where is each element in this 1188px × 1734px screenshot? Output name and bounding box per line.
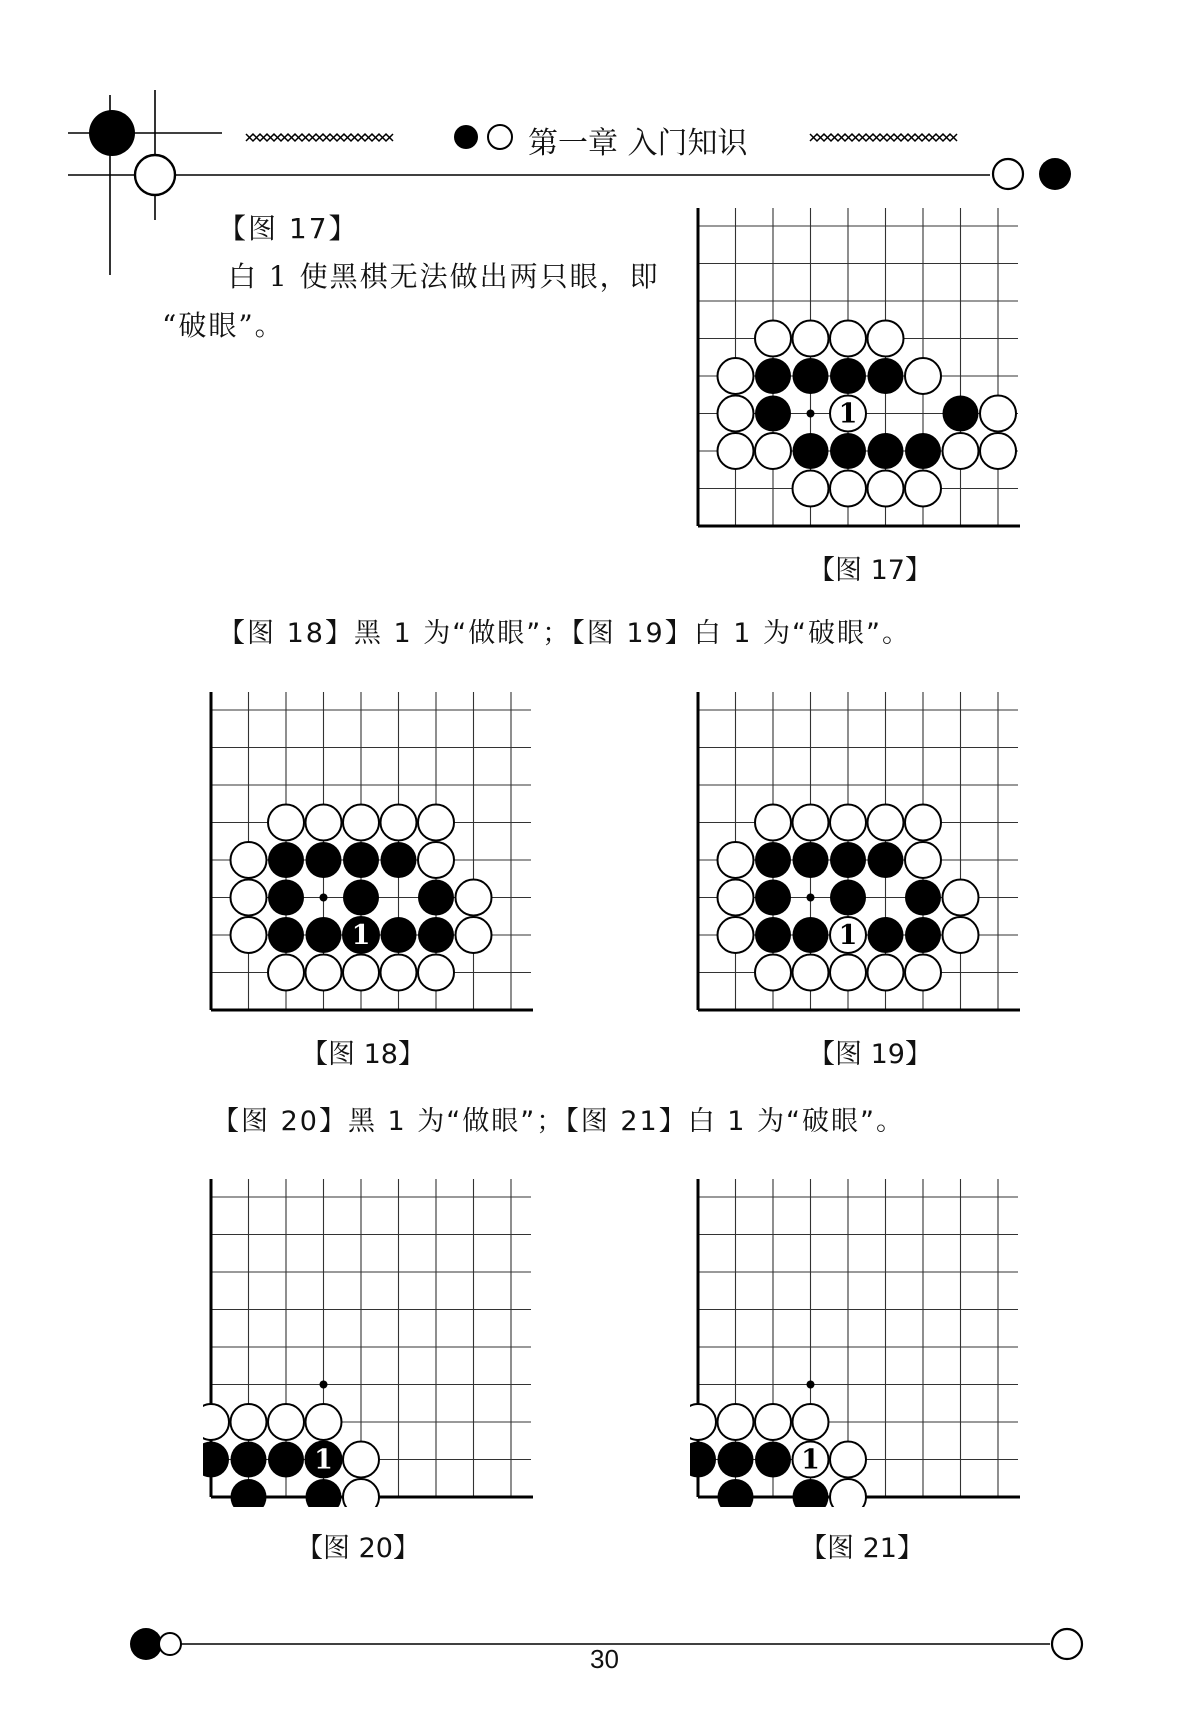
go-diagram-fig18 (203, 690, 533, 1020)
white-stone (943, 917, 979, 953)
black-stone (830, 842, 866, 878)
white-stone (830, 805, 866, 841)
point-marker (320, 894, 328, 902)
white-stone (418, 955, 454, 991)
black-stone (306, 842, 342, 878)
white-stone (343, 1479, 379, 1507)
white-stone (381, 955, 417, 991)
white-stone (868, 321, 904, 357)
white-stone (203, 1404, 229, 1440)
black-stone (830, 880, 866, 916)
white-stone (343, 1442, 379, 1478)
black-stone (793, 433, 829, 469)
white-stone (868, 955, 904, 991)
white-stone (343, 955, 379, 991)
white-stone (456, 880, 492, 916)
black-stone (755, 1442, 791, 1478)
white-stone (718, 358, 754, 394)
black-stone (343, 880, 379, 916)
white-stone (905, 842, 941, 878)
black-stone (905, 917, 941, 953)
white-stone (980, 396, 1016, 432)
white-stone (418, 805, 454, 841)
black-stone (381, 917, 417, 953)
white-stone (718, 396, 754, 432)
white-stone (905, 955, 941, 991)
white-stone (943, 880, 979, 916)
white-stone (830, 955, 866, 991)
point-marker (807, 894, 815, 902)
black-stone (268, 880, 304, 916)
black-stone (868, 917, 904, 953)
move-number: 1 (351, 920, 371, 951)
white-stone (718, 880, 754, 916)
go-diagram-fig17 (690, 206, 1020, 536)
black-stone (268, 842, 304, 878)
black-stone (793, 917, 829, 953)
white-stone (793, 805, 829, 841)
black-stone (793, 1479, 829, 1507)
ornament-white-stone (1052, 1629, 1082, 1659)
caption-fig20: 【图 20】 (296, 1533, 420, 1564)
black-stone (418, 917, 454, 953)
caption-fig18: 【图 18】 (301, 1039, 425, 1070)
move-number: 1 (838, 920, 858, 951)
intro-18-19: 【图 18】黑 1 为“做眼”；【图 19】白 1 为“破眼”。 (218, 618, 912, 649)
move-number: 1 (838, 398, 858, 430)
caption-fig21: 【图 21】 (800, 1533, 924, 1564)
black-stone (718, 1442, 754, 1478)
go-diagram-fig19 (690, 690, 1020, 1020)
black-stone (868, 358, 904, 394)
fig17-text-line1: 白 1 使黑棋无法做出两只眼，即 (228, 260, 660, 293)
black-stone (306, 1479, 342, 1507)
white-stone (306, 1404, 342, 1440)
black-stone (755, 842, 791, 878)
white-stone (718, 917, 754, 953)
intro-20-21: 【图 20】黑 1 为“做眼”；【图 21】白 1 为“破眼”。 (212, 1106, 906, 1137)
white-stone (793, 471, 829, 507)
black-stone (905, 880, 941, 916)
black-stone (793, 358, 829, 394)
black-stone (203, 1442, 229, 1478)
white-stone (306, 805, 342, 841)
white-stone (755, 955, 791, 991)
white-stone (793, 321, 829, 357)
move-number: 1 (314, 1444, 333, 1476)
go-diagram-fig21 (690, 1177, 1020, 1507)
black-stone (830, 358, 866, 394)
chapter-title: 第一章 入门知识 (528, 126, 748, 161)
black-stone (231, 1442, 267, 1478)
white-stone (456, 917, 492, 953)
move-number: 1 (801, 1444, 820, 1476)
white-stone (905, 358, 941, 394)
black-stone (868, 842, 904, 878)
black-stone (830, 433, 866, 469)
white-stone (980, 433, 1016, 469)
ornament-black-stone (1039, 158, 1071, 190)
point-marker (807, 410, 815, 418)
white-stone (268, 955, 304, 991)
white-stone (868, 805, 904, 841)
black-stone (755, 880, 791, 916)
white-stone (905, 471, 941, 507)
black-stone (718, 1479, 754, 1507)
caption-fig17: 【图 17】 (808, 555, 932, 586)
white-stone (830, 1479, 866, 1507)
point-marker (320, 1381, 328, 1389)
point-marker (807, 1381, 815, 1389)
white-stone (418, 842, 454, 878)
fig17-text-line2: “破眼”。 (162, 309, 285, 342)
black-stone (793, 842, 829, 878)
black-stone (755, 358, 791, 394)
black-stone (943, 396, 979, 432)
go-diagram-fig20 (203, 1177, 533, 1507)
white-stone (793, 1404, 829, 1440)
ornament-white-stone (135, 155, 175, 195)
white-stone (755, 321, 791, 357)
caption-fig19: 【图 19】 (808, 1039, 932, 1070)
white-stone (868, 471, 904, 507)
black-stone (268, 1442, 304, 1478)
ornament-black-stone (130, 1628, 162, 1660)
white-stone (793, 955, 829, 991)
white-stone (830, 1442, 866, 1478)
white-stone (306, 955, 342, 991)
black-stone (755, 917, 791, 953)
fig17-label: 【图 17】 (218, 212, 359, 245)
page-number: 30 (590, 1644, 619, 1674)
white-stone (905, 805, 941, 841)
white-stone (943, 433, 979, 469)
white-stone (755, 805, 791, 841)
white-stone (231, 1404, 267, 1440)
title-black-dot-icon (454, 125, 478, 149)
black-stone (690, 1442, 716, 1478)
ornament-black-stone (89, 110, 135, 156)
white-stone (718, 842, 754, 878)
white-stone (381, 805, 417, 841)
white-stone (268, 1404, 304, 1440)
white-stone (718, 1404, 754, 1440)
title-white-dot-icon (488, 125, 512, 149)
black-stone (755, 396, 791, 432)
white-stone (755, 433, 791, 469)
white-stone (690, 1404, 716, 1440)
black-stone (868, 433, 904, 469)
black-stone (905, 433, 941, 469)
white-stone (830, 471, 866, 507)
white-stone (755, 1404, 791, 1440)
ornament-white-stone (159, 1633, 181, 1655)
black-stone (343, 842, 379, 878)
ornament-white-stone (993, 159, 1023, 189)
white-stone (231, 842, 267, 878)
white-stone (268, 805, 304, 841)
black-stone (381, 842, 417, 878)
black-stone (306, 917, 342, 953)
white-stone (231, 880, 267, 916)
black-stone (418, 880, 454, 916)
black-stone (231, 1479, 267, 1507)
white-stone (343, 805, 379, 841)
black-stone (268, 917, 304, 953)
white-stone (830, 321, 866, 357)
white-stone (718, 433, 754, 469)
white-stone (231, 917, 267, 953)
